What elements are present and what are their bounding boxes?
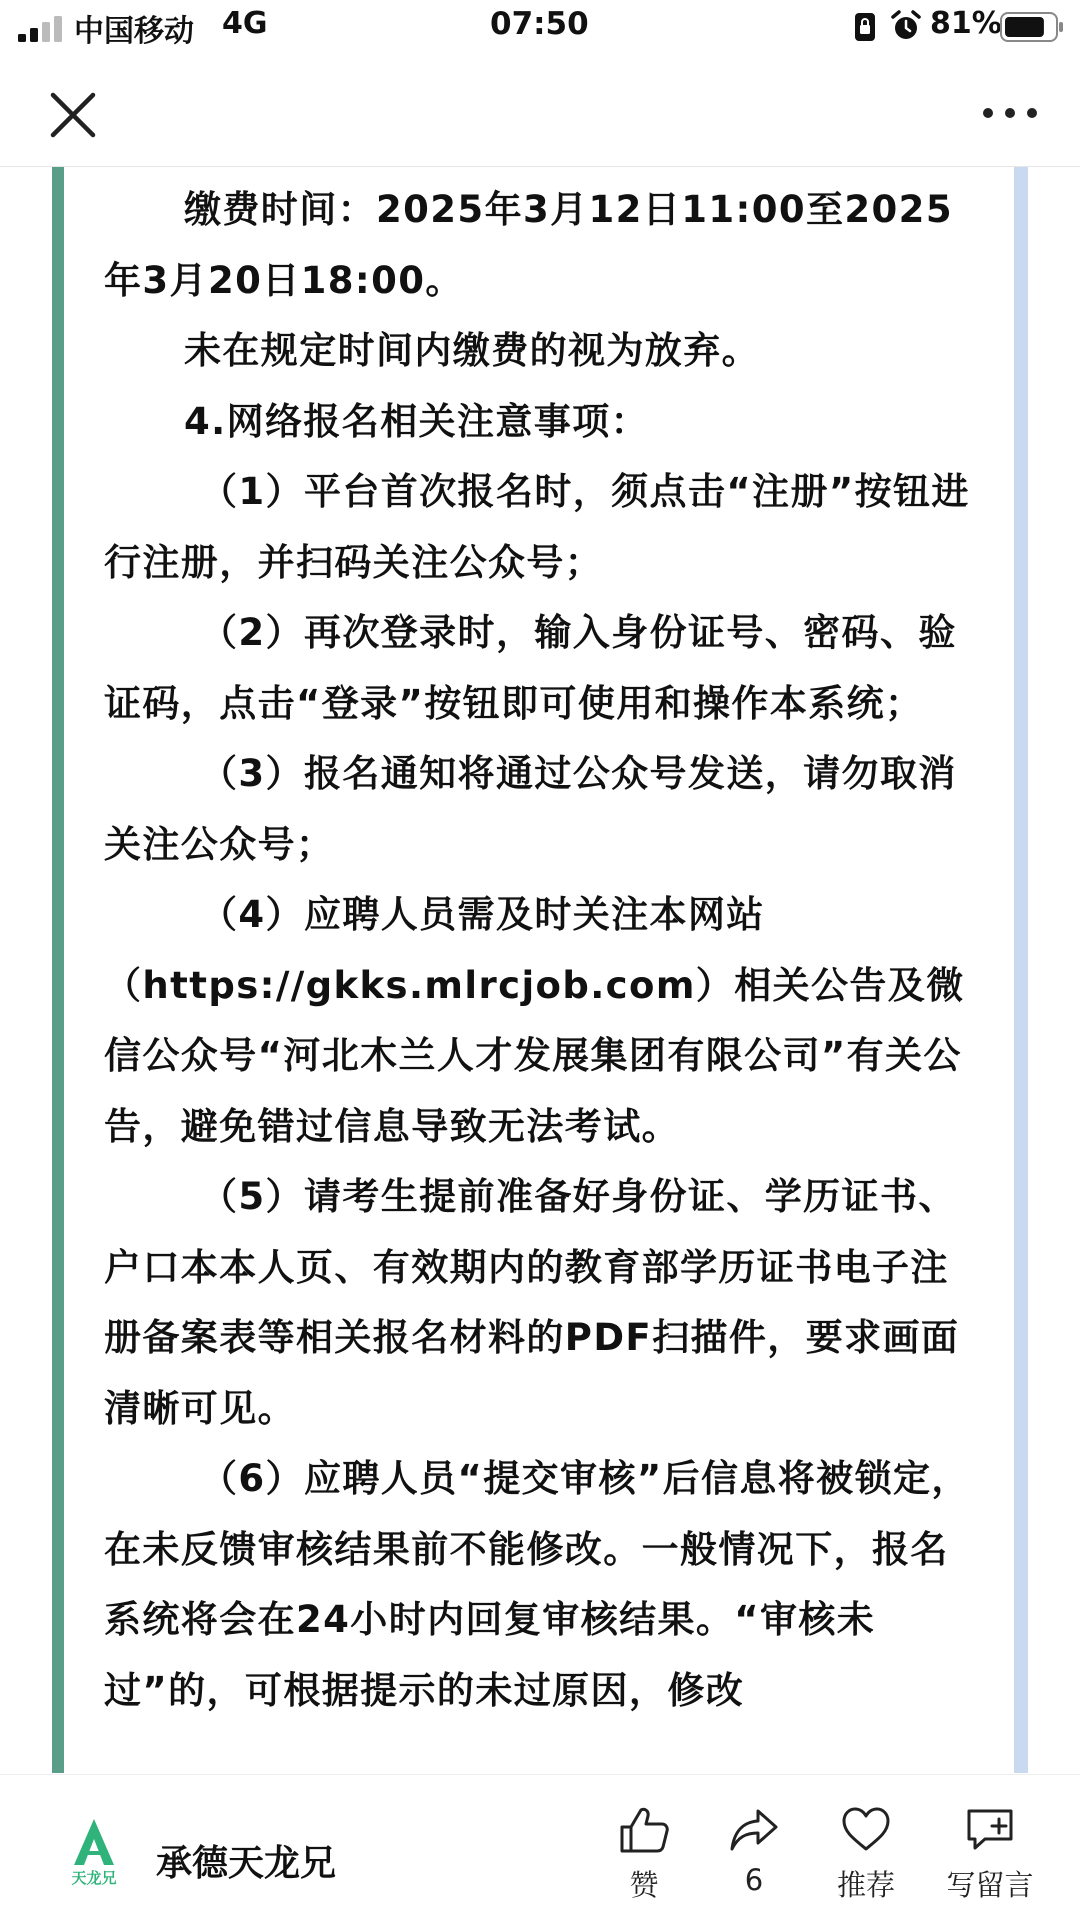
paragraph-item-4-cont: （https://gkks.mlrcjob.com）相关公告及微信公众号“河北木兰人才发展集团有限公司”有关公告，避免错过信息导致无法考试。 (104, 963, 965, 1148)
logo-text: 天龙兄 (71, 1869, 117, 1887)
article-content[interactable] (0, 167, 1080, 1773)
paragraph-payment-time: 缴费时间：2025年3月12日11:00至2025年3月20日18:00。 (104, 188, 953, 302)
paragraph-section-heading: 4.网络报名相关注意事项： (184, 399, 649, 443)
close-icon[interactable] (44, 86, 102, 144)
account-logo[interactable] (60, 1815, 128, 1887)
right-accent-bar (1014, 167, 1028, 1773)
paragraph-item-1: （1）平台首次报名时，须点击“注册”按钮进行注册，并扫码关注公众号； (104, 470, 970, 584)
share-button[interactable] (704, 1805, 804, 1897)
battery-icon (1000, 12, 1064, 42)
like-label: 赞 (629, 1868, 659, 1902)
thumbs-up-icon (618, 1805, 670, 1855)
write-comment-button[interactable] (930, 1805, 1050, 1904)
paragraph-item-3: （3）报名通知将通过公众号发送，请勿取消关注公众号； (104, 752, 957, 866)
signal-icon (18, 16, 64, 42)
recommend-label: 推荐 (836, 1868, 895, 1902)
author-name[interactable]: 承德天龙兄 (156, 1843, 337, 1884)
network-type: 4G (222, 6, 268, 41)
share-arrow-icon (728, 1805, 780, 1855)
paragraph-item-4: （4）应聘人员需及时关注本网站 (200, 893, 765, 936)
article-body (104, 175, 984, 1726)
paragraph-item-2: （2）再次登录时，输入身份证号、密码、验证码，点击“登录”按钮即可使用和操作本系统； (104, 611, 957, 725)
comment-add-icon (963, 1805, 1017, 1855)
clock: 07:50 (490, 6, 589, 42)
more-dots-icon[interactable] (980, 98, 1040, 128)
paragraph-payment-notice: 未在规定时间内缴费的视为放弃。 (184, 329, 760, 372)
status-bar (0, 0, 1080, 56)
left-accent-bar (52, 167, 64, 1773)
alarm-icon (890, 10, 922, 42)
paragraph-item-6: （6）应聘人员“提交审核”后信息将被锁定，在未反馈审核结果前不能修改。一般情况下，报名系统将会在24小时内回复审核结果。“审核未过”的，可根据提示的未过原因，修改 (104, 1457, 970, 1712)
heart-icon (840, 1805, 892, 1855)
orientation-lock-icon (854, 12, 876, 42)
comment-label: 写留言 (946, 1868, 1034, 1902)
bottom-bar (0, 1774, 1080, 1921)
like-button[interactable] (594, 1805, 694, 1904)
carrier-name: 中国移动 (74, 14, 194, 49)
battery-percent: 81% (930, 6, 1002, 41)
recommend-button[interactable] (816, 1805, 916, 1904)
share-count: 6 (744, 1863, 764, 1897)
top-nav (0, 56, 1080, 167)
paragraph-item-5: （5）请考生提前准备好身份证、学历证书、户口本本人页、有效期内的教育部学历证书电子注册备案表等相关报名材料的PDF扫描件，要求画面清晰可见。 (104, 1175, 960, 1430)
